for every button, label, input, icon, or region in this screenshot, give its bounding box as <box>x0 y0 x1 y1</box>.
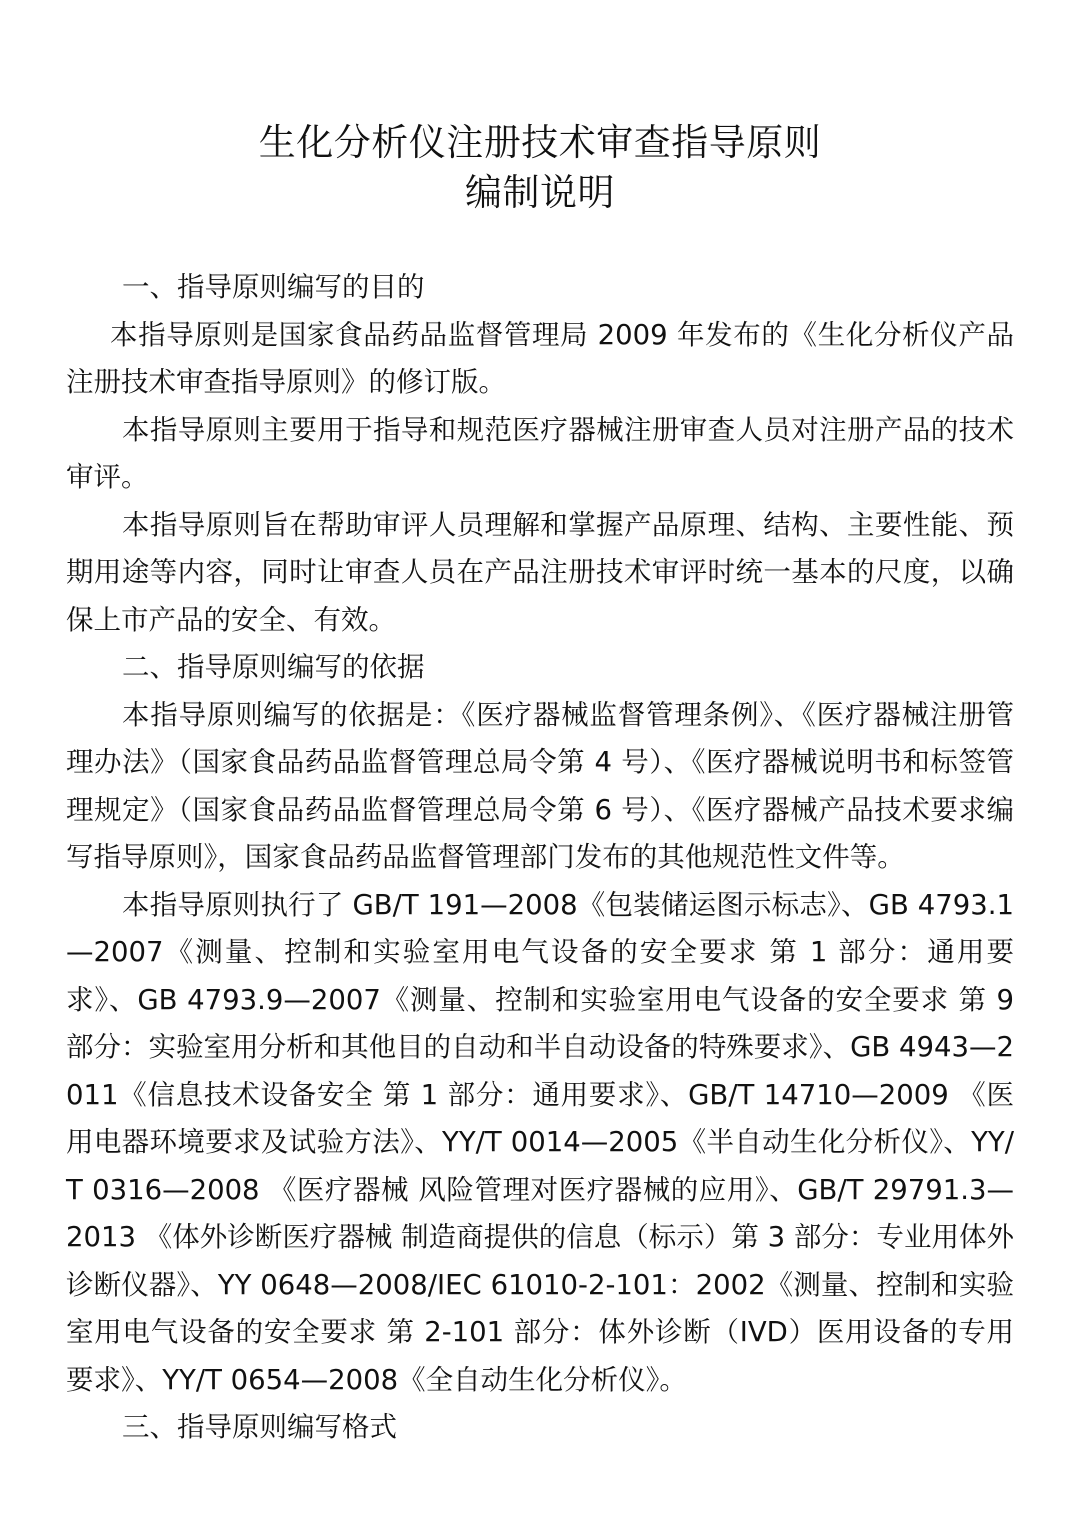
title-line-1: 生化分析仪注册技术审查指导原则 <box>258 121 822 164</box>
section-1-heading: 一、指导原则编写的目的 <box>122 271 425 303</box>
document-body <box>66 264 1014 1452</box>
section-2-paragraph-2: 本指导原则执行了 GB/T 191—2008《包装储运图示标志》、GB 4793.1—2007《测量、控制和实验室用电气设备的安全要求 第 1 部分：通用要求》、GB 4793.9—2007《测量、控制和实验室用电气设备的安全要求 第 9 部分：实验室用分析和其他目的自动和半自动设备的特殊要求》、GB 4943—2011《信息技术设备安全 第 1 部分：通用要求》、GB/T 14710—2009 《医用电器环境要求及试验方法》、YY/T 0014—2005《半自动生化分析仪》、YY/T 0316—2008 《医疗器械 风险管理对医疗器械的应用》、GB/T 29791.3—2013 《体外诊断医疗器械 制造商提供的信息（标示）第 3 部分：专业用体外诊断仪器》、YY 0648—2008/IEC 61010-2-101：2002《测量、控制和实验室用电气设备的安全要求 第 2-101 部分：体外诊断（IVD）医用设备的专用要求》、YY/T 0654—2008《全自动生化分析仪》。 <box>66 888 1014 1396</box>
section-1-paragraph-1: 本指导原则是国家食品药品监督管理局 2009 年发布的《生化分析仪产品注册技术审查指导原则》的修订版。 <box>66 318 1014 398</box>
section-2-paragraph-1: 本指导原则编写的依据是：《医疗器械监督管理条例》、《医疗器械注册管理办法》（国家食品药品监督管理总局令第 4 号）、《医疗器械说明书和标签管理规定》（国家食品药品监督管理总局令第 6 号）、《医疗器械产品技术要求编写指导原则》，国家食品药品监督管理部门发布的其他规范性文件等。 <box>66 698 1014 873</box>
section-2-heading: 二、指导原则编写的依据 <box>122 651 425 683</box>
section-1-paragraph-3: 本指导原则旨在帮助审评人员理解和掌握产品原理、结构、主要性能、预期用途等内容，同时让审查人员在产品注册技术审评时统一基本的尺度，以确保上市产品的安全、有效。 <box>66 508 1014 636</box>
title-line-2: 编制说明 <box>465 171 615 214</box>
document-title <box>0 118 1080 218</box>
section-1-paragraph-2: 本指导原则主要用于指导和规范医疗器械注册审查人员对注册产品的技术审评。 <box>66 413 1014 493</box>
section-3-heading: 三、指导原则编写格式 <box>122 1411 397 1443</box>
